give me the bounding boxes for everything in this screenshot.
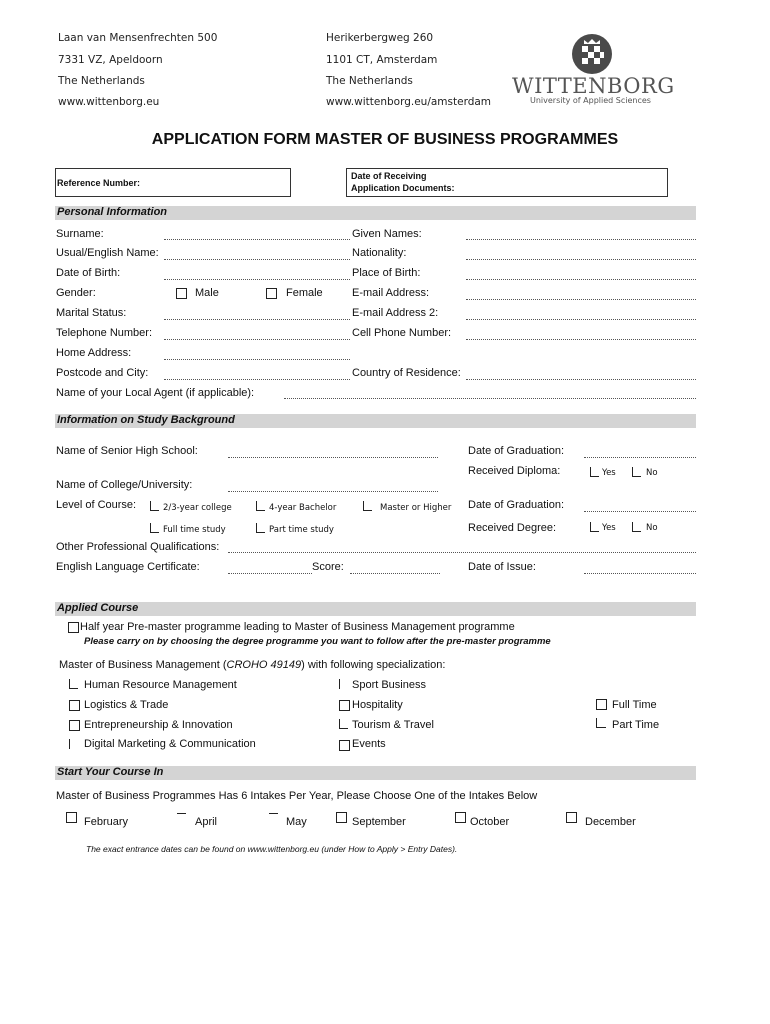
mbm-intro-text: Master of Business Management (: [59, 659, 227, 671]
part-time-checkbox[interactable]: [596, 718, 606, 728]
logo-tagline: University of Applied Sciences: [530, 96, 651, 105]
full-time-label: Full Time: [612, 699, 657, 711]
postcode-label: Postcode and City:: [56, 367, 149, 379]
wittenborg-logo: [512, 32, 675, 108]
shield-emblem-icon: [570, 32, 614, 76]
usual-name-label: Usual/English Name:: [56, 247, 159, 259]
spec-logistics-checkbox[interactable]: [69, 700, 80, 711]
grad-date-2-field[interactable]: [584, 511, 696, 512]
date-receiving-label-1: Date of Receiving: [351, 171, 427, 181]
senior-high-field[interactable]: [228, 457, 438, 458]
degree-no-checkbox[interactable]: [632, 522, 641, 532]
surname-field[interactable]: [164, 239, 350, 240]
address-apeldoorn-web: www.wittenborg.eu: [58, 96, 160, 108]
address-amsterdam-line-3: The Netherlands: [326, 75, 413, 87]
full-time-checkbox[interactable]: [596, 699, 607, 710]
reference-number-box[interactable]: [55, 168, 291, 197]
gender-male-label: Male: [195, 287, 219, 299]
nationality-label: Nationality:: [352, 247, 407, 259]
local-agent-field[interactable]: [284, 398, 696, 399]
page-title: APPLICATION FORM MASTER OF BUSINESS PROGRAMMES: [151, 131, 619, 148]
intake-may-label: May: [286, 816, 307, 828]
full-time-study-checkbox[interactable]: [150, 523, 159, 533]
section-heading: Information on Study Background: [57, 414, 235, 426]
spec-sport-label: Sport Business: [352, 679, 426, 691]
premaster-checkbox[interactable]: [68, 622, 79, 633]
spec-logistics-label: Logistics & Trade: [84, 699, 169, 711]
college-label: Name of College/University:: [56, 479, 193, 491]
score-field[interactable]: [350, 573, 440, 574]
spec-hrm-label: Human Resource Management: [84, 679, 237, 691]
college-field[interactable]: [228, 491, 438, 492]
section-heading: Start Your Course In: [57, 766, 164, 778]
reference-number-label: Reference Number:: [57, 178, 141, 188]
diploma-no-label: No: [646, 468, 658, 478]
intake-october-checkbox[interactable]: [455, 812, 466, 823]
date-issue-field[interactable]: [584, 573, 696, 574]
grad-date-1-field[interactable]: [584, 457, 696, 458]
spec-entrepreneurship-checkbox[interactable]: [69, 720, 80, 731]
degree-yes-checkbox[interactable]: [590, 522, 599, 532]
postcode-field[interactable]: [164, 379, 350, 380]
entry-dates-note: The exact entrance dates can be found on www.wittenborg.eu (under How to Apply > Entry Dates).: [86, 844, 458, 854]
spec-digital-marketing-label: Digital Marketing & Communication: [84, 738, 256, 750]
gender-female-label: Female: [286, 287, 323, 299]
degree-no-label: No: [646, 523, 658, 533]
section-start-course: [55, 766, 696, 780]
date-receiving-label-2: Application Documents:: [351, 183, 455, 193]
cell-phone-label: Cell Phone Number:: [352, 327, 452, 339]
country-field[interactable]: [466, 379, 696, 380]
given-names-field[interactable]: [466, 239, 696, 240]
spec-hospitality-checkbox[interactable]: [339, 700, 350, 711]
country-label: Country of Residence:: [352, 367, 461, 379]
email-label: E-mail Address:: [352, 287, 430, 299]
english-cert-label: English Language Certificate:: [56, 561, 200, 573]
other-quals-label: Other Professional Qualifications:: [56, 541, 220, 553]
level-label: Level of Course:: [56, 499, 137, 511]
telephone-label: Telephone Number:: [56, 327, 153, 339]
mbm-intro-suffix: ) with following specialization:: [301, 659, 446, 671]
other-quals-field[interactable]: [228, 552, 696, 553]
spec-hrm-checkbox[interactable]: [69, 679, 78, 689]
part-time-study-label: Part time study: [269, 525, 334, 535]
spec-sport-checkbox[interactable]: [339, 679, 340, 689]
logo-name: WITTENBORG: [512, 74, 675, 98]
date-issue-label: Date of Issue:: [468, 561, 536, 573]
spec-events-label: Events: [352, 738, 386, 750]
section-heading: Applied Course: [57, 602, 139, 614]
level-master-checkbox[interactable]: [363, 501, 372, 511]
degree-yes-label: Yes: [602, 523, 616, 533]
diploma-no-checkbox[interactable]: [632, 467, 641, 477]
received-degree-label: Received Degree:: [468, 522, 557, 534]
spec-hospitality-label: Hospitality: [352, 699, 403, 711]
dob-field[interactable]: [164, 279, 350, 280]
address-apeldoorn-line-1: Laan van Mensenfrechten 500: [58, 32, 218, 44]
intake-may-checkbox[interactable]: [269, 813, 278, 814]
dob-label: Date of Birth:: [56, 267, 121, 279]
spec-entrepreneurship-label: Entrepreneurship & Innovation: [84, 719, 233, 731]
address-amsterdam-line-2: 1101 CT, Amsterdam: [326, 54, 438, 66]
level-4-year-label: 4-year Bachelor: [269, 503, 337, 513]
intake-april-checkbox[interactable]: [177, 813, 186, 814]
marital-status-label: Marital Status:: [56, 307, 127, 319]
spec-events-checkbox[interactable]: [339, 740, 350, 751]
marital-status-field[interactable]: [164, 319, 350, 320]
address-amsterdam-web: www.wittenborg.eu/amsterdam: [326, 96, 492, 108]
section-heading: Personal Information: [57, 206, 168, 218]
grad-date-1-label: Date of Graduation:: [468, 445, 565, 457]
section-applied-course: [55, 602, 696, 616]
part-time-study-checkbox[interactable]: [256, 523, 265, 533]
level-23-year-label: 2/3-year college: [163, 503, 232, 513]
cell-phone-field[interactable]: [466, 339, 696, 340]
intake-september-checkbox[interactable]: [336, 812, 347, 823]
intake-february-checkbox[interactable]: [66, 812, 77, 823]
level-23-year-checkbox[interactable]: [150, 501, 159, 511]
english-cert-field[interactable]: [228, 573, 312, 574]
section-personal-information: [55, 206, 696, 220]
spec-digital-marketing-checkbox[interactable]: [69, 739, 70, 749]
email2-field[interactable]: [466, 319, 696, 320]
grad-date-2-label: Date of Graduation:: [468, 499, 565, 511]
home-address-field[interactable]: [164, 359, 350, 360]
received-diploma-label: Received Diploma:: [468, 465, 561, 477]
gender-female-checkbox[interactable]: [266, 288, 277, 299]
gender-label: Gender:: [56, 287, 96, 299]
spec-tourism-label: Tourism & Travel: [352, 719, 434, 731]
local-agent-label: Name of your Local Agent (if applicable):: [56, 387, 255, 399]
given-names-label: Given Names:: [352, 228, 422, 240]
diploma-yes-checkbox[interactable]: [590, 467, 599, 477]
intake-december-checkbox[interactable]: [566, 812, 577, 823]
place-of-birth-field[interactable]: [466, 279, 696, 280]
email2-label: E-mail Address 2:: [352, 307, 439, 319]
score-label: Score:: [312, 561, 344, 573]
intakes-intro: Master of Business Programmes Has 6 Intakes Per Year, Please Choose One of the Intakes Below: [56, 790, 538, 802]
section-study-background: [55, 414, 696, 428]
place-of-birth-label: Place of Birth:: [352, 267, 421, 279]
intake-april-label: April: [195, 816, 218, 828]
part-time-label: Part Time: [612, 719, 660, 731]
mbm-croho: CROHO 49149: [226, 659, 302, 671]
gender-male-checkbox[interactable]: [176, 288, 187, 299]
level-4-year-checkbox[interactable]: [256, 501, 265, 511]
senior-high-label: Name of Senior High School:: [56, 445, 198, 457]
nationality-field[interactable]: [466, 259, 696, 260]
premaster-label: Half year Pre-master programme leading to Master of Business Management programme: [80, 621, 515, 633]
address-amsterdam-line-1: Herikerbergweg 260: [326, 32, 434, 44]
usual-name-field[interactable]: [164, 259, 350, 260]
home-address-label: Home Address:: [56, 347, 132, 359]
premaster-note: Please carry on by choosing the degree programme you want to follow after the pre-master programme: [84, 636, 551, 647]
mbm-intro: [59, 659, 445, 671]
telephone-field[interactable]: [164, 339, 350, 340]
intake-december-label: December: [585, 816, 636, 828]
intake-september-label: September: [352, 816, 406, 828]
full-time-study-label: Full time study: [163, 525, 226, 535]
email-field[interactable]: [466, 299, 696, 300]
level-master-label: Master or Higher: [380, 503, 452, 513]
address-apeldoorn-line-3: The Netherlands: [58, 75, 145, 87]
spec-tourism-checkbox[interactable]: [339, 719, 348, 729]
date-receiving-box[interactable]: [346, 168, 668, 197]
address-apeldoorn-line-2: 7331 VZ, Apeldoorn: [58, 54, 163, 66]
intake-october-label: October: [470, 816, 510, 828]
diploma-yes-label: Yes: [602, 468, 616, 478]
intake-february-label: February: [84, 816, 129, 828]
surname-label: Surname:: [56, 228, 104, 240]
